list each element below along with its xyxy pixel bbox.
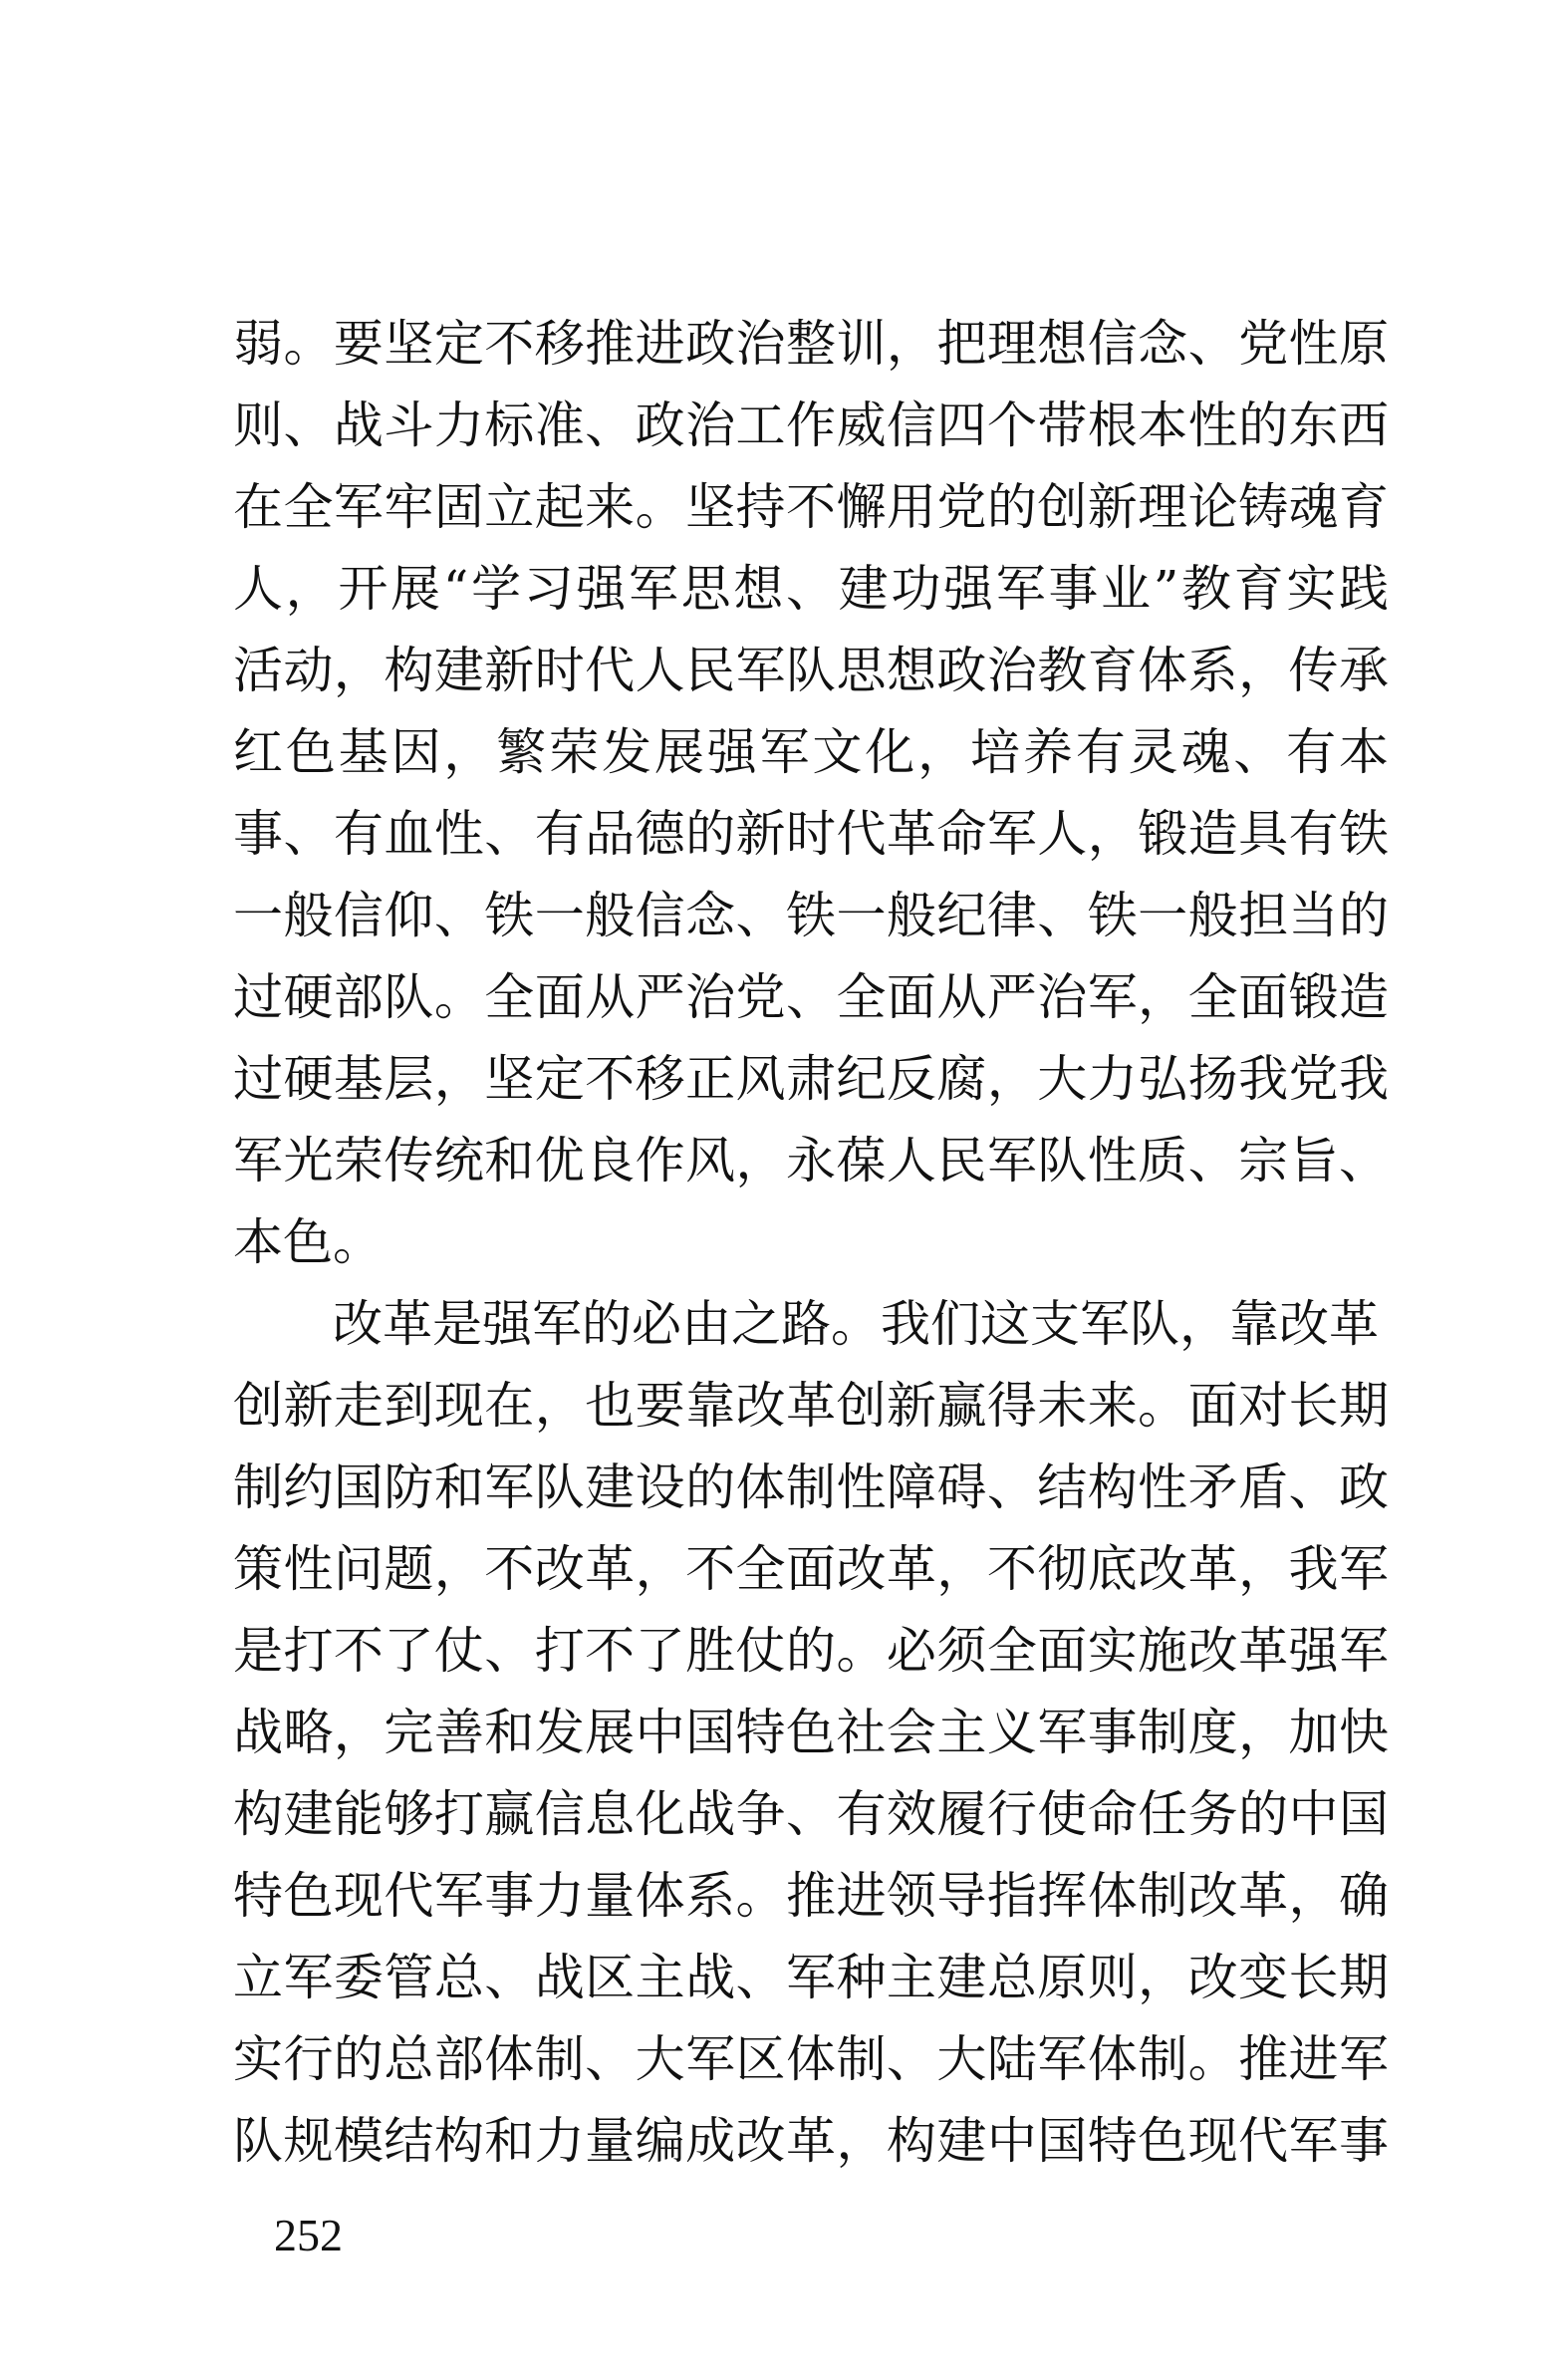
text-line: 特色现代军事力量体系。推进领导指挥体制改革，确: [233, 1867, 1389, 1925]
text-line: 军光荣传统和优良作风，永葆人民军队性质、宗旨、: [233, 1132, 1389, 1190]
text-line: 构建能够打赢信息化战争、有效履行使命任务的中国: [233, 1785, 1389, 1843]
text-line: 在全军牢固立起来。坚持不懈用党的创新理论铸魂育: [233, 478, 1389, 536]
text-line: 本色。: [233, 1213, 383, 1271]
page-number: 252: [274, 2210, 343, 2260]
text-line: 红色基因，繁荣发展强军文化，培养有灵魂、有本: [233, 723, 1389, 781]
text-line: 策性问题，不改革，不全面改革，不彻底改革，我军: [233, 1540, 1389, 1598]
text-line: 人，开展“学习强军思想、建功强军事业”教育实践: [233, 560, 1389, 618]
text-line: 制约国防和军队建设的体制性障碍、结构性矛盾、政: [233, 1458, 1389, 1516]
text-line: 过硬部队。全面从严治党、全面从严治军，全面锻造: [233, 968, 1389, 1026]
text-line: 事、有血性、有品德的新时代革命军人，锻造具有铁: [233, 805, 1389, 863]
text-line: 弱。要坚定不移推进政治整训，把理想信念、党性原: [233, 315, 1389, 373]
body-text: [233, 303, 1389, 2182]
text-line: 队规模结构和力量编成改革，构建中国特色现代军事: [233, 2112, 1389, 2170]
text-line: 立军委管总、战区主战、军种主建总原则，改变长期: [233, 1949, 1389, 2006]
text-line: 一般信仰、铁一般信念、铁一般纪律、铁一般担当的: [233, 887, 1389, 944]
text-line: 战略，完善和发展中国特色社会主义军事制度，加快: [233, 1704, 1389, 1761]
text-line: 是打不了仗、打不了胜仗的。必须全面实施改革强军: [233, 1622, 1389, 1680]
text-line: 实行的总部体制、大军区体制、大陆军体制。推进军: [233, 2030, 1389, 2088]
text-line: 则、战斗力标准、政治工作威信四个带根本性的东西: [233, 397, 1389, 454]
paragraph-start-line: 改革是强军的必由之路。我们这支军队，靠改革: [233, 1295, 1379, 1353]
text-line: 过硬基层，坚定不移正风肃纪反腐，大力弘扬我党我: [233, 1050, 1389, 1108]
text-line: 活动，构建新时代人民军队思想政治教育体系，传承: [233, 642, 1389, 699]
text-line: 创新走到现在，也要靠改革创新赢得未来。面对长期: [233, 1377, 1389, 1435]
